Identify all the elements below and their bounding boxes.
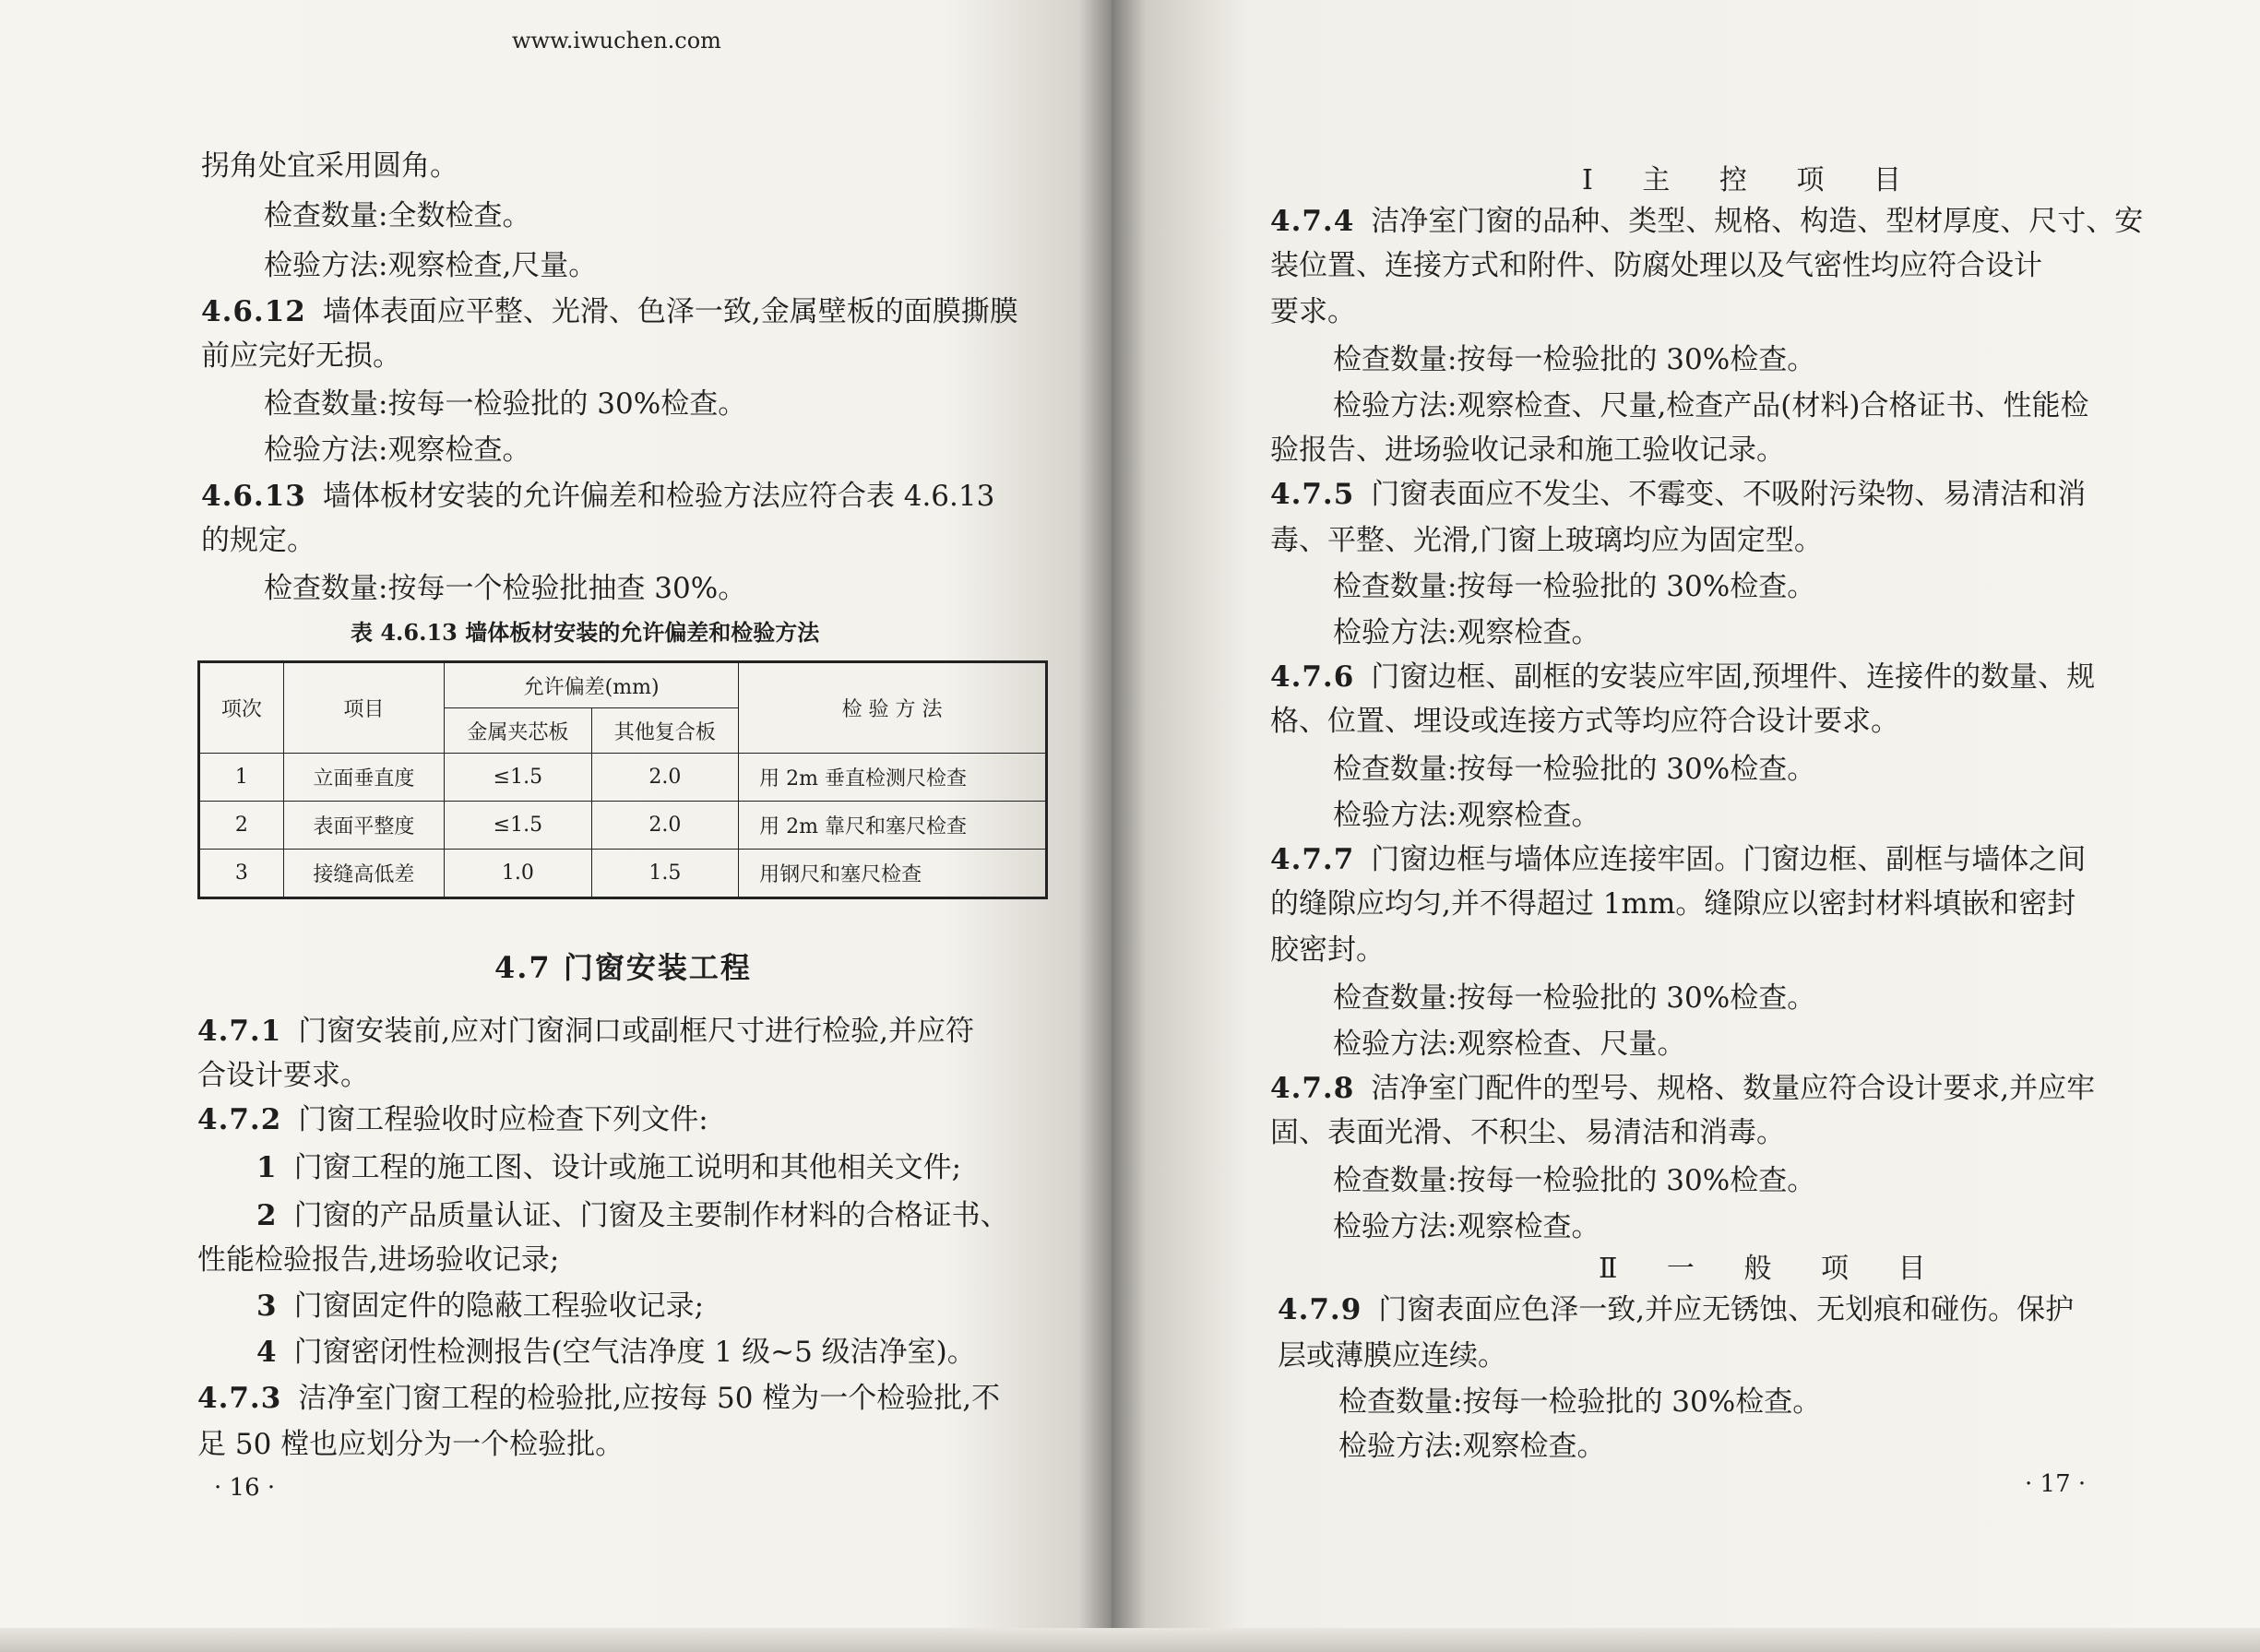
header-tolerance: 允许偏差(mm) xyxy=(445,662,739,708)
clause-4-7-1: 4.7.1 门窗安装前,应对门窗洞口或副框尺寸进行检验,并应符 xyxy=(197,1015,975,1048)
cell-method: 用钢尺和塞尺检查 xyxy=(739,850,1047,898)
text-line: 检验方法:观察检查。 xyxy=(1333,616,1600,649)
cell-index: 1 xyxy=(199,754,284,802)
header-index: 项次 xyxy=(199,662,284,754)
clause-4-7-4: 4.7.4 洁净室门窗的品种、类型、规格、构造、型材厚度、尺寸、安 xyxy=(1270,205,2144,238)
right-page xyxy=(1112,0,2260,1652)
heading-general-items: Ⅱ 一 般 项 目 xyxy=(1599,1253,1946,1285)
clause-4-7-2: 4.7.2 门窗工程验收时应检查下列文件: xyxy=(197,1103,708,1136)
tolerance-table xyxy=(197,660,1048,899)
text-line: 检查数量:全数检查。 xyxy=(264,199,531,232)
text-line: 固、表面光滑、不积尘、易清洁和消毒。 xyxy=(1270,1116,1785,1149)
text-line: 检验方法:观察检查,尺量。 xyxy=(264,249,598,282)
clause-4-7-8: 4.7.8 洁净室门配件的型号、规格、数量应符合设计要求,并应牢 xyxy=(1270,1072,2096,1105)
clause-4-7-9: 4.7.9 门窗表面应色泽一致,并应无锈蚀、无划痕和碰伤。保护 xyxy=(1278,1293,2075,1326)
cell-index: 3 xyxy=(199,850,284,898)
cell-metal: ≤1.5 xyxy=(445,754,592,802)
section-title: 4.7 门窗安装工程 xyxy=(494,950,752,985)
header-other: 其他复合板 xyxy=(591,708,738,754)
header-item: 项目 xyxy=(283,662,444,754)
text-line: 检查数量:按每一检验批的 30%检查。 xyxy=(1333,1164,1816,1197)
text-line: 检查数量:按每一个检验批抽查 30%。 xyxy=(264,572,747,605)
text-line: 检查数量:按每一检验批的 30%检查。 xyxy=(1338,1385,1822,1419)
text-line: 检验方法:观察检查、尺量,检查产品(材料)合格证书、性能检 xyxy=(1333,389,2089,422)
heading-main-items: Ⅰ 主 控 项 目 xyxy=(1582,164,1921,196)
cell-method: 用 2m 垂直检测尺检查 xyxy=(739,754,1047,802)
text-line: 性能检验报告,进场验收记录; xyxy=(197,1243,560,1277)
clause-4-7-7: 4.7.7 门窗边框与墙体应连接牢固。门窗边框、副框与墙体之间 xyxy=(1270,843,2087,876)
cell-item: 表面平整度 xyxy=(283,802,444,850)
cell-metal: 1.0 xyxy=(445,850,592,898)
text-line: 检验方法:观察检查。 xyxy=(1338,1430,1606,1463)
cell-item: 立面垂直度 xyxy=(283,754,444,802)
text-line: 检验方法:观察检查。 xyxy=(264,434,531,467)
table-row xyxy=(199,754,1047,802)
table-row xyxy=(199,802,1047,850)
clause-4-7-6: 4.7.6 门窗边框、副框的安装应牢固,预埋件、连接件的数量、规 xyxy=(1270,660,2096,694)
text-line: 足 50 樘也应划分为一个检验批。 xyxy=(197,1428,624,1461)
text-line: 检查数量:按每一检验批的 30%检查。 xyxy=(1333,981,1816,1015)
watermark-url: www.iwuchen.com xyxy=(512,28,721,53)
text-line: 前应完好无损。 xyxy=(201,339,401,373)
text-line: 胶密封。 xyxy=(1270,933,1385,967)
cell-method: 用 2m 靠尺和塞尺检查 xyxy=(739,802,1047,850)
clause-4-7-5: 4.7.5 门窗表面应不发尘、不霉变、不吸附污染物、易清洁和消 xyxy=(1270,478,2087,511)
text-line: 拐角处宜采用圆角。 xyxy=(201,149,458,183)
list-item: 2 门窗的产品质量认证、门窗及主要制作材料的合格证书、 xyxy=(256,1199,1009,1232)
clause-4-7-3: 4.7.3 洁净室门窗工程的检验批,应按每 50 樘为一个检验批,不 xyxy=(197,1382,1001,1415)
clause-4-6-13: 4.6.13 墙体板材安装的允许偏差和检验方法应符合表 4.6.13 xyxy=(201,480,995,513)
text-line: 装位置、连接方式和附件、防腐处理以及气密性均应符合设计 xyxy=(1270,249,2042,282)
list-item: 1 门窗工程的施工图、设计或施工说明和其他相关文件; xyxy=(256,1151,962,1184)
header-metal: 金属夹芯板 xyxy=(445,708,592,754)
text-line: 检验方法:观察检查。 xyxy=(1333,799,1600,832)
text-line: 的规定。 xyxy=(201,524,315,557)
list-item: 4 门窗密闭性检测报告(空气洁净度 1 级~5 级洁净室)。 xyxy=(256,1336,976,1369)
cell-other: 1.5 xyxy=(591,850,738,898)
table-caption: 表 4.6.13 墙体板材安装的允许偏差和检验方法 xyxy=(351,619,820,646)
text-line: 要求。 xyxy=(1270,295,1356,328)
cell-metal: ≤1.5 xyxy=(445,802,592,850)
text-line: 检查数量:按每一检验批的 30%检查。 xyxy=(1333,343,1816,376)
table-row xyxy=(199,850,1047,898)
cell-item: 接缝高低差 xyxy=(283,850,444,898)
header-method: 检 验 方 法 xyxy=(739,662,1047,754)
text-line: 检验方法:观察检查。 xyxy=(1333,1210,1600,1243)
scan-bottom-edge xyxy=(0,1628,2260,1652)
cell-other: 2.0 xyxy=(591,754,738,802)
text-line: 格、位置、埋设或连接方式等均应符合设计要求。 xyxy=(1270,705,1899,738)
page-number: · 17 · xyxy=(2025,1470,2087,1498)
text-line: 检验方法:观察检查、尺量。 xyxy=(1333,1028,1686,1061)
left-page xyxy=(0,0,1112,1652)
text-line: 检查数量:按每一检验批的 30%检查。 xyxy=(264,387,747,421)
text-line: 检查数量:按每一检验批的 30%检查。 xyxy=(1333,753,1816,786)
text-line: 合设计要求。 xyxy=(197,1059,369,1092)
text-line: 层或薄膜应连续。 xyxy=(1278,1339,1506,1373)
text-line: 毒、平整、光滑,门窗上玻璃均应为固定型。 xyxy=(1270,524,1823,557)
text-line: 检查数量:按每一检验批的 30%检查。 xyxy=(1333,570,1816,603)
cell-other: 2.0 xyxy=(591,802,738,850)
list-item: 3 门窗固定件的隐蔽工程验收记录; xyxy=(256,1290,705,1323)
cell-index: 2 xyxy=(199,802,284,850)
text-line: 的缝隙应均匀,并不得超过 1mm。缝隙应以密封材料填嵌和密封 xyxy=(1270,887,2076,921)
page-number: · 16 · xyxy=(214,1474,276,1502)
clause-4-6-12: 4.6.12 墙体表面应平整、光滑、色泽一致,金属壁板的面膜撕膜 xyxy=(201,295,1018,328)
text-line: 验报告、进场验收记录和施工验收记录。 xyxy=(1270,434,1785,467)
